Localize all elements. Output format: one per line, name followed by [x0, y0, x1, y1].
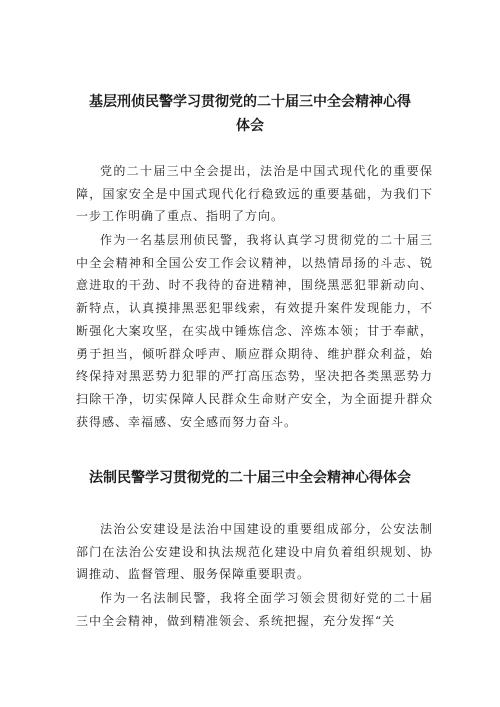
article2-paragraph-2: 作为一名法制民警，我将全面学习领会贯彻好党的二十届三中全会精神，做到精准领会、系统把握，充分发挥“关: [76, 591, 433, 628]
article2-title: 法制民警学习贯彻党的二十届三中全会精神心得体会: [89, 470, 411, 486]
article1-title-line1: 基层刑侦民警学习贯彻党的二十届三中全会精神心得: [89, 94, 411, 110]
article1-paragraph-2: 作为一名基层刑侦民警，我将认真学习贯彻党的二十届三中全会精神和全国公安工作会议精神，以热情昂扬的斗志、锐意进取的干劲、时不我待的奋进精神，围绕黑恶犯罪新动向、新特点，认真摸排黑恶犯罪线索，有效提升案件发现能力，不断强化大案攻坚，在实战中锤炼信念、淬炼本领；甘于奉献，勇于担当，倾听群众呼声、顺应群众期待、维护群众利益，始终保持对黑恶势力犯罪的严打高压态势，坚决把各类黑恶势力扫除干净，切实保障人民群众生命财产安全，为全面提升群众获得感、幸福感、安全感而努力奋斗。: [76, 233, 433, 429]
article1-title-line2: 体会: [236, 118, 264, 134]
article2-paragraph-1: 法治公安建设是法治中国建设的重要组成部分，公安法制部门在法治公安建设和执法规范化建设中肩负着组织规划、协调推动、监督管理、服务保障重要职责。: [76, 522, 433, 582]
article1-paragraph-1: 党的二十届三中全会提出，法治是中国式现代化的重要保障，国家安全是中国式现代化行稳致远的重要基础，为我们下一步工作明确了重点、指明了方向。: [76, 164, 433, 224]
